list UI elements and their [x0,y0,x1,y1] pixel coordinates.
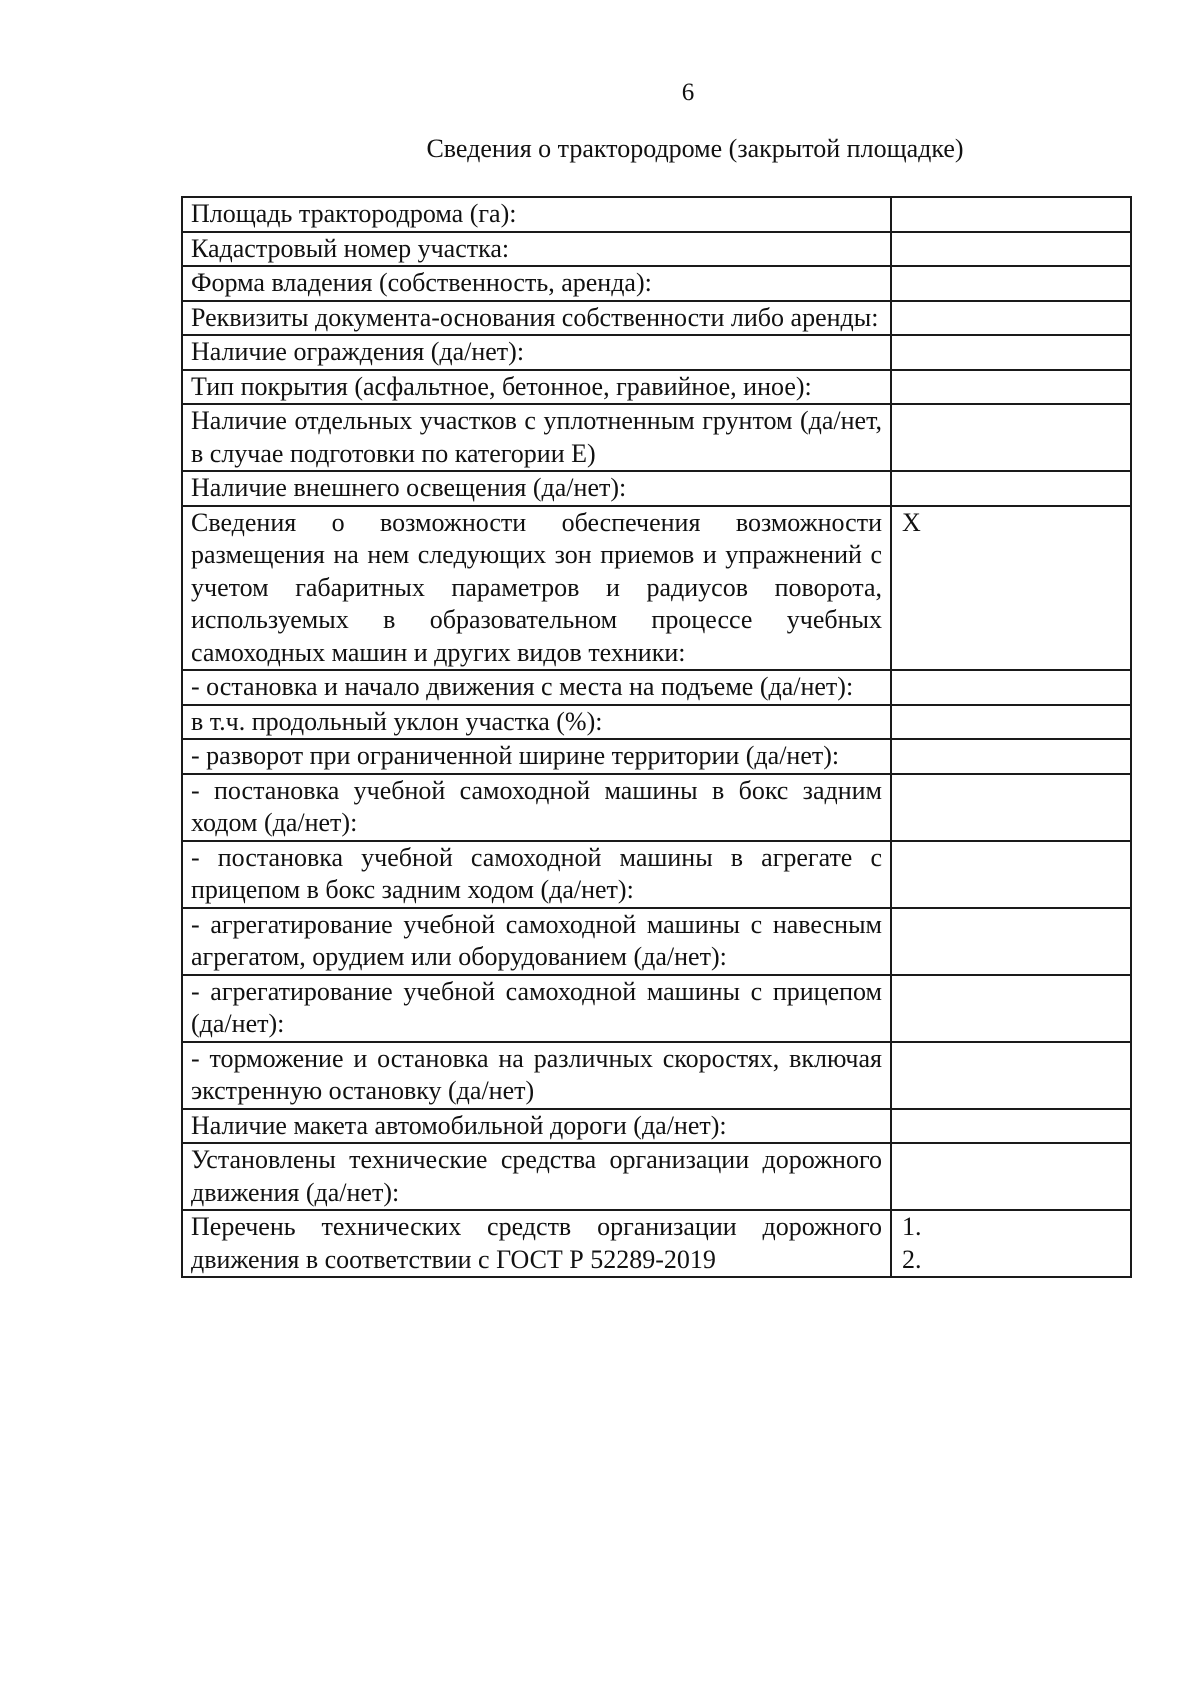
row-label: Тип покрытия (асфальтное, бетонное, гравийное, иное): [182,370,891,405]
table-row [182,705,1131,740]
table-row [182,739,1131,774]
row-value[interactable] [891,975,1131,1042]
table-row [182,975,1131,1042]
table-row [182,506,1131,671]
row-value[interactable] [891,197,1131,232]
row-label: - постановка учебной самоходной машины в бокс задним ходом (да/нет): [182,774,891,841]
table-row [182,1143,1131,1210]
table-row [182,232,1131,267]
row-label: - разворот при ограниченной ширине территории (да/нет): [182,739,891,774]
row-label: - остановка и начало движения с места на подъеме (да/нет): [182,670,891,705]
row-value[interactable] [891,471,1131,506]
row-value[interactable] [891,1042,1131,1109]
row-value[interactable] [891,908,1131,975]
row-value[interactable] [891,670,1131,705]
row-label: - торможение и остановка на различных скоростях, включая экстренную остановку (да/нет) [182,1042,891,1109]
page-title: Сведения о трактородроме (закрытой площадке) [426,134,964,163]
row-label: в т.ч. продольный уклон участка (%): [182,705,891,740]
row-label: Кадастровый номер участка: [182,232,891,267]
row-value[interactable] [891,301,1131,336]
table-row [182,1210,1131,1277]
row-label: - агрегатирование учебной самоходной машины с прицепом (да/нет): [182,975,891,1042]
table-row [182,1042,1131,1109]
table-row [182,370,1131,405]
table-row [182,471,1131,506]
row-label: Площадь трактородрома (га): [182,197,891,232]
tractor-range-info-table [181,196,1132,1278]
table-row [182,774,1131,841]
row-value[interactable] [891,1109,1131,1144]
row-label: Наличие макета автомобильной дороги (да/нет): [182,1109,891,1144]
row-label: Реквизиты документа-основания собственности либо аренды: [182,301,891,336]
row-value[interactable] [891,705,1131,740]
table-row [182,197,1131,232]
table-row [182,266,1131,301]
row-value[interactable] [891,1143,1131,1210]
row-value[interactable] [891,404,1131,471]
row-value[interactable] [891,335,1131,370]
table-row [182,670,1131,705]
row-label: - агрегатирование учебной самоходной машины с навесным агрегатом, орудием или оборудованием (да/нет): [182,908,891,975]
row-value[interactable] [891,841,1131,908]
row-label: Наличие внешнего освещения (да/нет): [182,471,891,506]
table-row [182,404,1131,471]
row-label: - постановка учебной самоходной машины в агрегате с прицепом в бокс задним ходом (да/нет): [182,841,891,908]
table-row [182,841,1131,908]
row-label: Перечень технических средств организации дорожного движения в соответствии с ГОСТ Р 52289-2019 [182,1210,891,1277]
list-item-1: 1. [902,1212,922,1241]
table-row [182,1109,1131,1144]
list-item-2: 2. [902,1244,922,1274]
table-row [182,301,1131,336]
page-number: 6 [681,79,695,106]
row-value[interactable]: X [891,506,1131,671]
row-value[interactable] [891,266,1131,301]
table-row [182,335,1131,370]
row-value[interactable] [891,774,1131,841]
row-value[interactable] [891,739,1131,774]
table-row [182,908,1131,975]
row-label: Наличие отдельных участков с уплотненным грунтом (да/нет, в случае подготовки по категории Е) [182,404,891,471]
row-label: Наличие ограждения (да/нет): [182,335,891,370]
row-value[interactable] [891,370,1131,405]
row-value-list[interactable] [891,1210,1131,1277]
row-label: Сведения о возможности обеспечения возможности размещения на нем следующих зон приемов и упражнений с учетом габаритных параметров и радиусов поворота, используемых в образовательном процессе учебных самоходных машин и других видов техники: [182,506,891,671]
row-value[interactable] [891,232,1131,267]
row-label: Форма владения (собственность, аренда): [182,266,891,301]
row-label: Установлены технические средства организации дорожного движения (да/нет): [182,1143,891,1210]
